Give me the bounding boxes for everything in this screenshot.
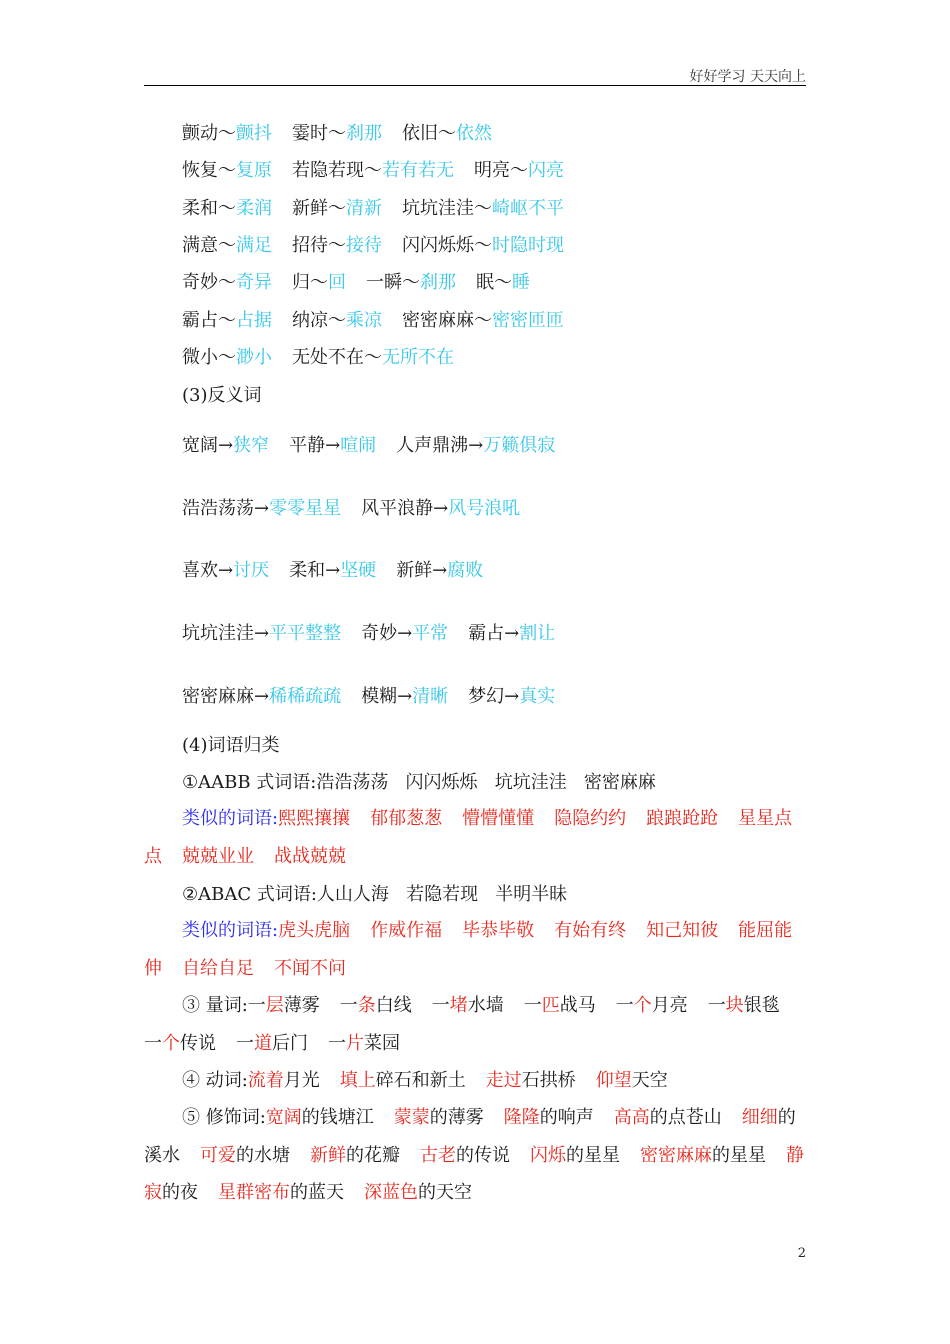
synonym-pair: [474, 160, 564, 181]
modifier-phrase: [218, 1182, 344, 1203]
modifier-noun: 的钱塘江: [301, 1107, 374, 1128]
antonym-answer: 平平整整: [269, 623, 342, 644]
measure-word: 匹: [541, 995, 560, 1016]
measure-word: 层: [265, 995, 284, 1016]
measure-noun: 水墙: [467, 995, 504, 1016]
header-divider: [144, 85, 806, 86]
modifier-phrase: [310, 1145, 400, 1166]
verb-phrase: [486, 1070, 576, 1091]
abac-similar-label: 类似的词语:: [182, 920, 279, 941]
antonym-word: 柔和→: [289, 560, 341, 581]
antonym-answer: 风号浪吼: [448, 498, 521, 519]
measure-phrase: [340, 995, 412, 1016]
page-header: 好好学习 天天向上: [689, 69, 806, 85]
synonym-word: 坑坑洼洼～: [402, 198, 492, 219]
synonym-pair: [366, 272, 456, 293]
antonym-answer: 喧闹: [340, 435, 377, 456]
synonym-pair: [182, 310, 272, 331]
similar-word: 熙熙攘攘: [278, 808, 351, 829]
modifier-noun: 的薄雾: [429, 1107, 484, 1128]
modifier-phrase: [266, 1107, 374, 1128]
verb-phrase: [248, 1070, 320, 1091]
synonym-row: [182, 272, 822, 294]
modifier-word: 新鲜: [310, 1144, 346, 1166]
measure-word: 堵: [449, 995, 468, 1016]
synonym-word: 若隐若现～: [292, 160, 382, 181]
antonym-pair: [468, 623, 555, 644]
similar-word: 毕恭毕敬: [462, 920, 535, 941]
similar-word: 能屈能伸: [144, 920, 793, 979]
modifier-phrase: [420, 1145, 510, 1166]
aabb-words: 浩浩荡荡 闪闪烁烁 坑坑洼洼 密密麻麻: [316, 772, 656, 793]
modifier-phrase: [200, 1145, 290, 1166]
synonym-word: 奇妙～: [182, 272, 236, 293]
antonym-pair: [396, 435, 555, 456]
verb-object: 月光: [283, 1070, 320, 1091]
measure-noun: 战马: [559, 995, 596, 1016]
modifier-phrase: [640, 1145, 766, 1166]
antonym-answer: 清晰: [412, 686, 449, 707]
similar-word: 知己知彼: [646, 920, 719, 941]
synonym-answer: 渺小: [236, 347, 272, 368]
modifier-phrase: [530, 1145, 620, 1166]
measure-prefix: 一: [144, 1032, 162, 1054]
modifier-word: 古老: [420, 1144, 456, 1166]
measure-noun: 菜园: [364, 1032, 400, 1054]
similar-word: 郁郁葱葱: [370, 808, 443, 829]
similar-word: 有始有终: [554, 920, 627, 941]
antonym-word: 模糊→: [361, 686, 413, 707]
modifier-word: 闪烁: [530, 1144, 566, 1166]
measure-word: 条: [357, 995, 376, 1016]
synonym-pair: [182, 235, 272, 256]
measure-noun: 银毯: [743, 995, 780, 1016]
antonym-word: 梦幻→: [468, 686, 520, 707]
synonym-answer: 奇异: [236, 272, 272, 293]
antonym-word: 奇妙→: [361, 623, 413, 644]
synonym-row: [182, 160, 822, 182]
synonym-answer: 占据: [236, 310, 272, 331]
measure-noun: 薄雾: [283, 995, 320, 1016]
antonym-answer: 万籁俱寂: [483, 435, 556, 456]
synonym-pair: [292, 160, 454, 181]
antonym-answer: 腐败: [447, 560, 484, 581]
measure-prefix: 一: [431, 995, 450, 1016]
classify-heading: (4)词语归类: [182, 735, 280, 756]
synonym-pair: [182, 347, 272, 368]
verb-phrase: [340, 1070, 466, 1091]
antonym-word: 宽阔→: [182, 435, 234, 456]
antonym-word: 浩浩荡荡→: [182, 498, 270, 519]
page-number: 2: [797, 1246, 806, 1261]
synonym-answer: 依然: [456, 123, 492, 144]
modifier-phrase: [614, 1107, 722, 1128]
modifier-word: 深蓝色: [364, 1182, 418, 1203]
synonym-word: 闪闪烁烁～: [402, 235, 492, 256]
measure-prefix: 一: [707, 995, 726, 1016]
measure-phrase: [708, 995, 780, 1016]
synonym-answer: 崎岖不平: [492, 198, 564, 219]
verb-object: 碎石和新土: [375, 1070, 466, 1091]
antonym-answer: 真实: [519, 686, 556, 707]
synonym-word: 无处不在～: [292, 347, 382, 368]
synonym-pair: [292, 310, 382, 331]
measure-prefix: 一: [523, 995, 542, 1016]
synonym-pair: [182, 198, 272, 219]
modifier-noun: 的蓝天: [290, 1182, 344, 1203]
measure-phrase: [524, 995, 596, 1016]
antonym-answer: 平常: [412, 623, 449, 644]
synonym-word: 柔和～: [182, 198, 236, 219]
antonym-row: [182, 498, 822, 520]
measure-word: 片: [346, 1032, 364, 1054]
synonym-word: 纳凉～: [292, 310, 346, 331]
verbs-paragraph: [144, 1062, 808, 1100]
modifiers-label: ⑤ 修饰词:: [182, 1107, 266, 1128]
modifier-noun: 的星星: [712, 1144, 766, 1166]
measure-phrase: [328, 1033, 400, 1054]
measure-prefix: 一: [247, 995, 266, 1016]
antonym-word: 风平浪静→: [361, 498, 449, 519]
measure-phrase: [616, 995, 688, 1016]
similar-word: 不闻不问: [274, 957, 346, 979]
measure-phrase: [432, 995, 504, 1016]
abac-similar-paragraph: [144, 912, 808, 987]
antonym-word: 霸占→: [468, 623, 520, 644]
synonym-word: 新鲜～: [292, 198, 346, 219]
measure-word: 个: [162, 1032, 180, 1054]
synonym-word: 颤动～: [182, 123, 236, 144]
synonym-row: [182, 310, 822, 332]
modifier-word: 细细: [741, 1107, 778, 1128]
abac-label: ②ABAC 式词语:: [182, 884, 317, 905]
synonym-pair: [402, 198, 564, 219]
verbs-label: ④ 动词:: [182, 1070, 248, 1091]
aabb-similar-paragraph: [144, 800, 808, 875]
measure-phrase: [248, 995, 320, 1016]
antonym-row: [182, 435, 822, 457]
antonym-pair: [468, 686, 555, 707]
antonym-word: 人声鼎沸→: [396, 435, 484, 456]
synonym-word: 霎时～: [292, 123, 346, 144]
modifier-word: 星群密布: [218, 1182, 290, 1203]
synonym-pair: [292, 235, 382, 256]
synonym-word: 招待～: [292, 235, 346, 256]
antonym-pair: [182, 560, 269, 581]
synonym-word: 眠～: [476, 272, 512, 293]
synonym-pair: [292, 347, 454, 368]
synonym-answer: 刹那: [346, 123, 382, 144]
antonym-word: 密密麻麻→: [182, 686, 270, 707]
synonym-pair: [292, 123, 382, 144]
modifiers-paragraph: [144, 1099, 808, 1212]
measure-noun: 月亮: [651, 995, 688, 1016]
aabb-similar-label: 类似的词语:: [182, 808, 279, 829]
measure-prefix: 一: [339, 995, 358, 1016]
modifier-word: 宽阔: [265, 1107, 302, 1128]
synonym-answer: 若有若无: [382, 160, 454, 181]
antonym-answer: 坚硬: [340, 560, 377, 581]
synonym-row: [182, 198, 822, 220]
verb-word: 流着: [247, 1070, 284, 1091]
synonym-answer: 复原: [236, 160, 272, 181]
antonym-pair: [361, 686, 448, 707]
synonym-answer: 睡: [512, 272, 530, 293]
antonyms-heading: (3)反义词: [182, 385, 262, 406]
antonym-word: 坑坑洼洼→: [182, 623, 270, 644]
modifier-word: 隆隆: [503, 1107, 540, 1128]
modifier-noun: 的夜: [162, 1182, 198, 1203]
aabb-label: ①AABB 式词语:: [182, 772, 317, 793]
verb-word: 仰望: [595, 1070, 632, 1091]
synonym-answer: 清新: [346, 198, 382, 219]
measure-word: 道: [254, 1032, 272, 1054]
modifier-word: 蒙蒙: [393, 1107, 430, 1128]
synonym-pair: [182, 123, 272, 144]
synonym-pair: [182, 160, 272, 181]
synonym-pair: [292, 272, 346, 293]
synonym-word: 一瞬～: [366, 272, 420, 293]
modifier-word: 高高: [613, 1107, 650, 1128]
measure-noun: 后门: [272, 1032, 308, 1054]
antonym-answer: 零零星星: [269, 498, 342, 519]
synonym-row: [182, 123, 822, 145]
similar-word: 虎头虎脑: [278, 920, 351, 941]
antonym-pair: [361, 498, 520, 519]
modifier-noun: 的点苍山: [649, 1107, 722, 1128]
synonym-word: 密密麻麻～: [402, 310, 492, 331]
antonym-pair: [289, 435, 376, 456]
synonym-answer: 满足: [236, 235, 272, 256]
modifier-phrase: [504, 1107, 594, 1128]
measure-prefix: 一: [328, 1032, 346, 1054]
modifier-noun: 的传说: [456, 1144, 510, 1166]
measure-word: 个: [633, 995, 652, 1016]
modifier-noun: 的水塘: [236, 1144, 290, 1166]
antonym-answer: 讨厌: [233, 560, 270, 581]
antonym-pair: [182, 686, 341, 707]
synonym-answer: 闪亮: [528, 160, 564, 181]
synonym-pair: [476, 272, 530, 293]
antonym-answer: 稀稀疏疏: [269, 686, 342, 707]
antonym-word: 新鲜→: [396, 560, 448, 581]
synonym-answer: 乘凉: [346, 310, 382, 331]
modifier-noun: 的溪水: [144, 1107, 796, 1166]
similar-word: 星星点点: [144, 808, 793, 867]
synonym-pair: [182, 272, 272, 293]
abac-line: [182, 884, 822, 906]
synonym-pair: [402, 123, 492, 144]
similar-word: 懵懵懂懂: [462, 808, 535, 829]
antonym-pair: [182, 498, 341, 519]
synonym-word: 满意～: [182, 235, 236, 256]
modifier-phrase: [364, 1182, 472, 1203]
similar-word: 踉踉跄跄: [646, 808, 719, 829]
antonym-pair: [182, 435, 269, 456]
modifier-noun: 的花瓣: [346, 1144, 400, 1166]
modifier-noun: 的星星: [566, 1144, 620, 1166]
measure-label: ③ 量词:: [182, 995, 248, 1016]
modifier-phrase: [394, 1107, 484, 1128]
synonym-answer: 密密匝匝: [492, 310, 564, 331]
synonym-word: 霸占～: [182, 310, 236, 331]
verb-word: 走过: [485, 1070, 522, 1091]
synonym-answer: 接待: [346, 235, 382, 256]
similar-word: 战战兢兢: [274, 845, 346, 867]
antonym-pair: [361, 623, 448, 644]
aabb-line: [182, 772, 822, 794]
synonym-word: 依旧～: [402, 123, 456, 144]
measure-noun: 白线: [375, 995, 412, 1016]
synonym-word: 恢复～: [182, 160, 236, 181]
synonym-pair: [402, 310, 564, 331]
synonym-word: 微小～: [182, 347, 236, 368]
antonym-pair: [396, 560, 483, 581]
verb-word: 填上: [339, 1070, 376, 1091]
synonym-answer: 回: [328, 272, 346, 293]
synonym-row: [182, 235, 822, 257]
similar-word: 作威作福: [370, 920, 443, 941]
modifier-noun: 的天空: [418, 1182, 472, 1203]
verb-object: 天空: [631, 1070, 668, 1091]
synonym-row: [182, 347, 822, 369]
antonym-answer: 狭窄: [233, 435, 270, 456]
similar-word: 兢兢业业: [182, 845, 254, 867]
measure-prefix: 一: [236, 1032, 254, 1054]
antonym-row: [182, 623, 822, 645]
antonym-row: [182, 686, 822, 708]
measure-phrase: [144, 1033, 216, 1054]
measure-words-paragraph: [144, 987, 808, 1062]
measure-word: 块: [725, 995, 744, 1016]
antonym-answer: 割让: [519, 623, 556, 644]
synonym-word: 归～: [292, 272, 328, 293]
synonym-pair: [402, 235, 564, 256]
synonym-answer: 柔润: [236, 198, 272, 219]
synonym-answer: 时隐时现: [492, 235, 564, 256]
verb-phrase: [596, 1070, 668, 1091]
measure-noun: 传说: [180, 1032, 216, 1054]
antonym-word: 喜欢→: [182, 560, 234, 581]
modifier-noun: 的响声: [539, 1107, 594, 1128]
similar-word: 隐隐约约: [554, 808, 627, 829]
modifier-word: 静寂: [144, 1144, 804, 1203]
measure-prefix: 一: [615, 995, 634, 1016]
synonym-word: 明亮～: [474, 160, 528, 181]
measure-phrase: [236, 1033, 308, 1054]
similar-word: 自给自足: [182, 957, 254, 979]
synonym-answer: 刹那: [420, 272, 456, 293]
antonym-pair: [289, 560, 376, 581]
antonym-pair: [182, 623, 341, 644]
modifier-word: 密密麻麻: [640, 1144, 712, 1166]
abac-words: 人山人海 若隐若现 半明半昧: [316, 884, 568, 905]
antonym-row: [182, 560, 822, 582]
modifier-word: 可爱: [200, 1144, 236, 1166]
synonym-answer: 无所不在: [382, 347, 454, 368]
antonym-word: 平静→: [289, 435, 341, 456]
verb-object: 石拱桥: [521, 1070, 576, 1091]
synonym-answer: 颤抖: [236, 123, 272, 144]
synonym-pair: [292, 198, 382, 219]
